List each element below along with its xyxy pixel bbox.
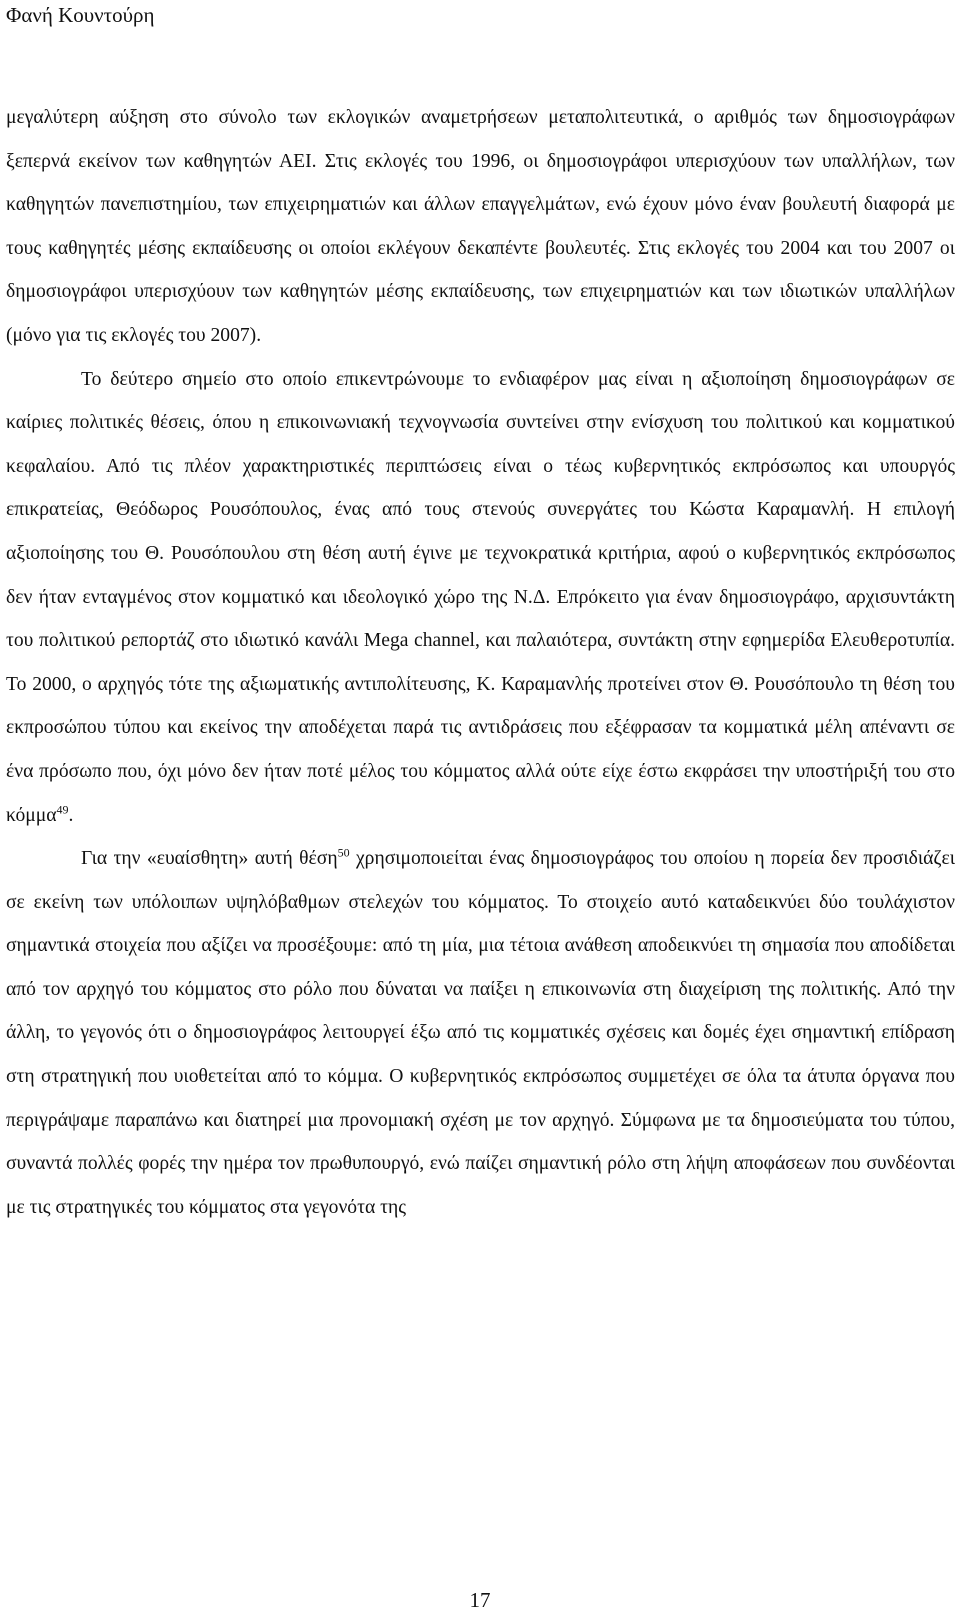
paragraph-3-text-before: Για την «ευαίσθητη» αυτή θέση (81, 848, 338, 870)
paragraph-3-text-after: χρησιμοποιείται ένας δημοσιογράφος του οποίου η πορεία δεν προσιδιάζει σε εκείνη των υπόλοιπων υψηλόβαθμων στελεχών του κόμματος. Το στοιχείο αυτό καταδεικνύει δύο τουλάχιστον σημαντικά στοιχεία που αξίζει να προσέξουμε: από τη μία, μια τέτοια ανάθεση αποδεικνύει τη σημασία που αποδίδεται από τον αρχηγό του κόμματος στο ρόλο που δύναται να παίξει η επικοινωνία στη διαχείριση της πολιτικής. Από την άλλη, το γεγονός ότι ο δημοσιογράφος λειτουργεί έξω από τις κομματικές σχέσεις και δομές έχει σημαντική επίδραση στη στρατηγική που υιοθετείται από το κόμμα. Ο κυβερνητικός εκπρόσωπος συμμετέχει σε όλα τα άτυπα όργανα που περιγράψαμε παραπάνω και διατηρεί μια προνομιακή σχέση με τον αρχηγό. Σύμφωνα με τα δημοσιεύματα του τύπου, συναντά πολλές φορές την ημέρα τον πρωθυπουργό, ενώ παίζει σημαντική ρόλο στη λήψη αποφάσεων που συνδέονται με τις στρατηγικές του κόμματος στα γεγονότα της (6, 848, 955, 1218)
running-header-author: Φανή Κουντούρη (6, 3, 155, 27)
paragraph-2-text: Το δεύτερο σημείο στο οποίο επικεντρώνουμε το ενδιαφέρον μας είναι η αξιοποίηση δημοσιογράφων σε καίριες πολιτικές θέσεις, όπου η επικοινωνιακή τεχνογνωσία συντείνει στην ενίσχυση του πολιτικού και κομματικού κεφαλαίου. Από τις πλέον χαρακτηριστικές περιπτώσεις είναι ο τέως κυβερνητικός εκπρόσωπος και υπουργός επικρατείας, Θεόδωρος Ρουσόπουλος, ένας από τους στενούς συνεργάτες του Κώστα Καραμανλή. Η επιλογή αξιοποίησης του Θ. Ρουσόπουλου στη θέση αυτή έγινε με τεχνοκρατικά κριτήρια, αφού ο κυβερνητικός εκπρόσωπος δεν ήταν ενταγμένος στον κομματικό και ιδεολογικό χώρο της Ν.Δ. Επρόκειτο για έναν δημοσιογράφο, αρχισυντάκτη του πολιτικού ρεπορτάζ στο ιδιωτικό κανάλι Mega channel, και παλαιότερα, συντάκτη στην εφημερίδα Ελευθεροτυπία. Το 2000, ο αρχηγός τότε της αξιωματικής αντιπολίτευσης, Κ. Καραμανλής προτείνει στον Θ. Ρουσόπουλο τη θέση του εκπροσώπου τύπου και εκείνος την αποδέχεται παρά τις αντιδράσεις που εξέφρασαν τα κομματικά μέλη απέναντι σε ένα πρόσωπο που, όχι μόνο δεν ήταν ποτέ μέλος του κόμματος αλλά ούτε είχε έστω εκφράσει την υποστήριξή του στο κόμμα (6, 368, 955, 826)
footnote-ref-49[interactable]: 49 (56, 801, 69, 816)
body-text (6, 96, 955, 1229)
page-number: 17 (469, 1588, 491, 1612)
paragraph-1-text: μεγαλύτερη αύξηση στο σύνολο των εκλογικών αναμετρήσεων μεταπολιτευτικά, ο αριθμός των δημοσιογράφων ξεπερνά εκείνον των καθηγητών ΑΕΙ. Στις εκλογές του 1996, οι δημοσιογράφοι υπερισχύουν των υπαλλήλων, των καθηγητών πανεπιστημίου, των επιχειρηματιών και άλλων επαγγελμάτων, ενώ έχουν μόνο έναν βουλευτή διαφορά με τους καθηγητές μέσης εκπαίδευσης οι οποίοι εκλέγουν δεκαπέντε βουλευτές. Στις εκλογές του 2004 και του 2007 οι δημοσιογράφοι υπερισχύουν των καθηγητών μέσης εκπαίδευσης, των επιχειρηματιών και των ιδιωτικών υπαλλήλων (μόνο για τις εκλογές του 2007). (6, 107, 955, 346)
footnote-ref-50[interactable]: 50 (337, 845, 350, 860)
paragraph-1 (6, 96, 955, 358)
paragraph-2 (6, 358, 955, 838)
paragraph-3 (6, 837, 955, 1229)
paragraph-2-tail: . (68, 804, 74, 826)
